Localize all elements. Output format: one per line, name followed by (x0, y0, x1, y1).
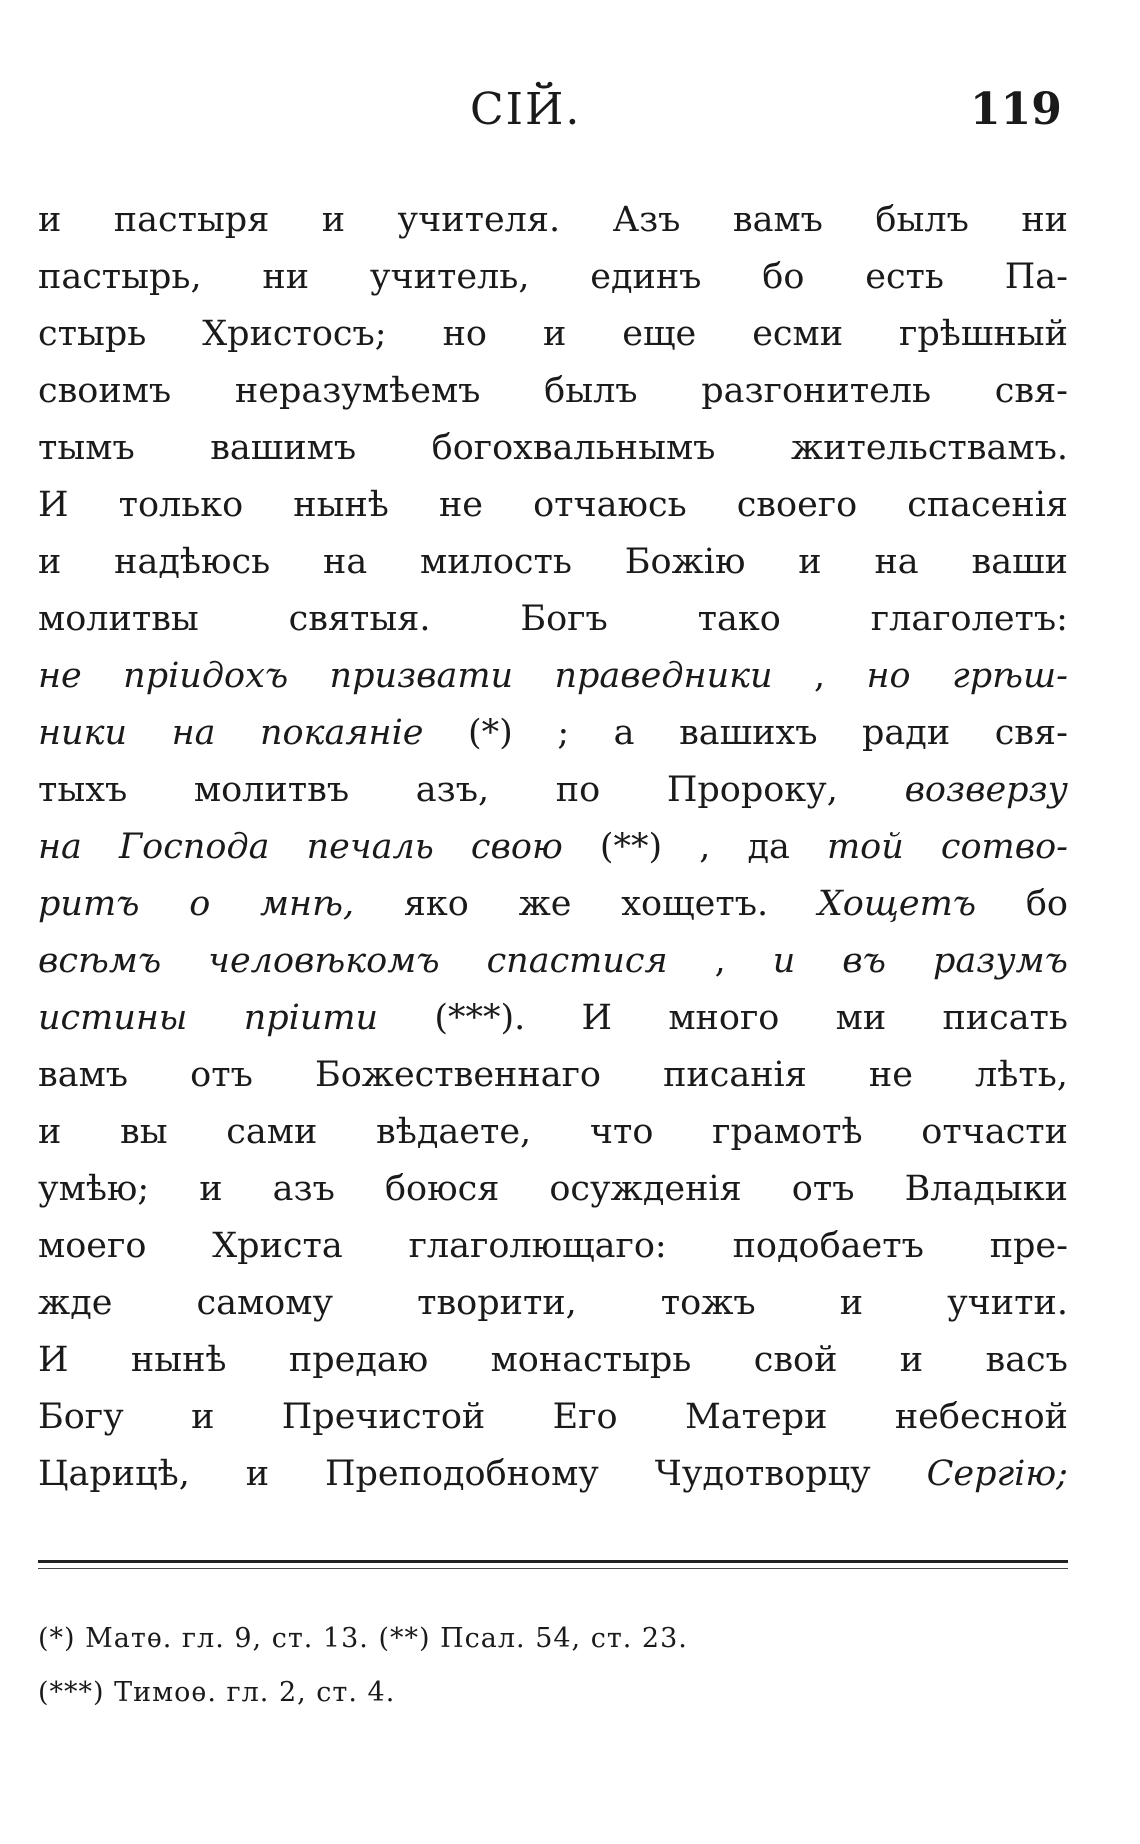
word: той (826, 827, 904, 867)
word: ритъ (38, 884, 140, 924)
page-number: 119 (970, 84, 1062, 135)
text-line (38, 819, 1068, 876)
text-line (38, 1332, 1068, 1389)
word: и (191, 1397, 215, 1437)
word: пастыря (113, 200, 270, 240)
word: Богъ (520, 599, 608, 639)
footnote: (***) Тимоѳ. гл. 2, ст. 4. (38, 1677, 396, 1708)
word: праведники (554, 656, 773, 696)
text-line (38, 420, 1068, 477)
text-line (38, 1104, 1068, 1161)
word: но (866, 656, 911, 696)
text-line (38, 1389, 1068, 1446)
word: бо (1025, 884, 1068, 924)
word: азъ (272, 1169, 335, 1209)
word: вамъ (38, 1055, 129, 1095)
word: а (613, 713, 635, 753)
word: боюся (384, 1169, 500, 1209)
word: грамотѣ (712, 1112, 863, 1152)
word: о (189, 884, 211, 924)
word: разгонитель (701, 371, 932, 411)
word: на (171, 713, 216, 753)
word: былъ (875, 200, 969, 240)
word: грѣшный (899, 314, 1068, 354)
text-line (38, 876, 1068, 933)
word: моего (38, 1226, 147, 1266)
word: вамъ (732, 200, 823, 240)
word: своимъ (38, 371, 172, 411)
footnotes (38, 1612, 1068, 1720)
word: Богу (38, 1397, 124, 1437)
word: писанія (663, 1055, 807, 1095)
word: пріидохъ (123, 656, 289, 696)
text-line (38, 648, 1068, 705)
word: учителя. (397, 200, 561, 240)
word: Божественнаго (314, 1055, 601, 1095)
word: и (798, 542, 822, 582)
word: свя- (994, 371, 1068, 411)
footnote-rule-thin (38, 1568, 1068, 1569)
word: сами (226, 1112, 318, 1152)
word: и (38, 200, 62, 240)
word: пре- (989, 1226, 1068, 1266)
word: сотво- (940, 827, 1068, 867)
word: умѣю; (38, 1169, 150, 1209)
footnote: (*) Матѳ. гл. 9, ст. 13. (**) Псал. 54, ст. 23. (38, 1623, 688, 1654)
word: и (321, 200, 346, 240)
word: на (874, 542, 919, 582)
word: отъ (190, 1055, 253, 1095)
word: ради (862, 713, 951, 753)
word: свою (470, 827, 563, 867)
word: монастырь (490, 1340, 692, 1380)
word: Владыки (904, 1169, 1068, 1209)
word: отчаюсь (533, 485, 687, 525)
word: тожъ (660, 1283, 756, 1323)
word: надѣюсь (114, 542, 271, 582)
word: Чудотворцу (654, 1454, 871, 1494)
word: азъ, (415, 770, 490, 810)
word: Христосъ; (202, 314, 387, 354)
word: неразумѣемъ (234, 371, 481, 411)
word: ; (557, 713, 570, 753)
word: и (839, 1283, 864, 1323)
word: жде (38, 1283, 113, 1323)
word: Сергію; (926, 1454, 1068, 1494)
word: человѣкомъ (208, 941, 440, 981)
text-line (38, 477, 1068, 534)
word: спастися (486, 941, 668, 981)
word: много (668, 998, 780, 1038)
word: нынѣ (293, 485, 389, 525)
text-line (38, 534, 1068, 591)
word: писать (942, 998, 1068, 1038)
word: и (38, 1112, 62, 1152)
word: вы (120, 1112, 168, 1152)
word: милость (420, 542, 572, 582)
word: (**) (599, 827, 663, 867)
word: подобаетъ (732, 1226, 924, 1266)
word: спасенія (907, 485, 1068, 525)
word: единъ (590, 257, 702, 297)
word: на (323, 542, 368, 582)
word: ни (1021, 200, 1068, 240)
word: покаяніе (260, 713, 424, 753)
text-line (38, 1275, 1068, 1332)
word: былъ (544, 371, 638, 411)
word: грѣш- (952, 656, 1068, 696)
word: и (542, 314, 567, 354)
word: нынѣ (130, 1340, 227, 1380)
word: да (747, 827, 790, 867)
word: есми (752, 314, 844, 354)
word: на (38, 827, 82, 867)
word: Христа (212, 1226, 343, 1266)
word: истины (38, 998, 188, 1038)
text-line (38, 933, 1068, 990)
word: глаголетъ: (870, 599, 1068, 639)
word: Па- (1004, 257, 1068, 297)
word: своего (736, 485, 858, 525)
word: Матери (684, 1397, 828, 1437)
word: и (245, 1454, 270, 1494)
word: творити, (417, 1283, 577, 1323)
word: святыя. (288, 599, 431, 639)
word: И (38, 485, 69, 525)
text-line (38, 1218, 1068, 1275)
word: Преподобному (324, 1454, 599, 1494)
word: и (772, 941, 796, 981)
word: пріити (243, 998, 379, 1038)
text-line (38, 1047, 1068, 1104)
text-line (38, 591, 1068, 648)
word: призвати (329, 656, 514, 696)
word: свой (753, 1340, 838, 1380)
word: печаль (306, 827, 434, 867)
word: (***). (434, 998, 526, 1038)
word: Хощетъ (817, 884, 977, 924)
word: есть (865, 257, 944, 297)
word: и (38, 542, 62, 582)
word: что (589, 1112, 654, 1152)
word: глаголющаго: (408, 1226, 667, 1266)
word: тымъ (38, 428, 135, 468)
word: богохвальнымъ (431, 428, 716, 468)
word: небесной (894, 1397, 1068, 1437)
text-line (38, 249, 1068, 306)
word: И (38, 1340, 69, 1380)
word: учитель, (369, 257, 530, 297)
word: разумъ (932, 941, 1068, 981)
word: стырь (38, 314, 147, 354)
word: осужденія (549, 1169, 742, 1209)
word: ваши (971, 542, 1068, 582)
word: учити. (947, 1283, 1068, 1323)
footnote-rule (38, 1560, 1068, 1563)
text-line (38, 762, 1068, 819)
word: всѣмъ (38, 941, 162, 981)
word: И (581, 998, 613, 1038)
word: Пророку, (666, 770, 838, 810)
word: , (699, 827, 711, 867)
word: мнѣ, (260, 884, 355, 924)
word: не (438, 485, 484, 525)
word: молитвы (38, 599, 199, 639)
word: вашимъ (210, 428, 357, 468)
text-line (38, 1161, 1068, 1218)
running-head: СІЙ. (470, 84, 582, 135)
word: предаю (288, 1340, 429, 1380)
word: лѣть, (975, 1055, 1068, 1095)
text-line (38, 705, 1068, 762)
word: хощетъ. (621, 884, 769, 924)
word: возверзу (904, 770, 1068, 810)
word: свя- (994, 713, 1068, 753)
word: же (518, 884, 572, 924)
word: вѣдаете, (376, 1112, 532, 1152)
word: (*) (468, 713, 513, 753)
word: еще (622, 314, 697, 354)
word: Господа (119, 827, 270, 867)
word: по (555, 770, 601, 810)
word: Божію (624, 542, 746, 582)
word: яко (403, 884, 469, 924)
word: только (118, 485, 244, 525)
word: , (813, 656, 826, 696)
word: не (868, 1055, 913, 1095)
word: но (442, 314, 487, 354)
word: самому (196, 1283, 334, 1323)
word: молитвъ (193, 770, 350, 810)
word: ми (835, 998, 887, 1038)
word: не (38, 656, 82, 696)
text-line (38, 363, 1068, 420)
word: и (899, 1340, 924, 1380)
word: ники (38, 713, 128, 753)
word: отчасти (921, 1112, 1068, 1152)
word: тако (697, 599, 781, 639)
word: жительствамъ. (790, 428, 1068, 468)
word: тыхъ (38, 770, 128, 810)
text-line (38, 192, 1068, 249)
word: ни (262, 257, 310, 297)
text-line (38, 306, 1068, 363)
word: вашихъ (679, 713, 818, 753)
word: Его (552, 1397, 618, 1437)
word: , (714, 941, 726, 981)
word: пастырь, (38, 257, 202, 297)
word: въ (842, 941, 886, 981)
word: Пречистой (281, 1397, 486, 1437)
word: Царицѣ, (38, 1454, 190, 1494)
text-line (38, 1446, 1068, 1503)
text-line (38, 990, 1068, 1047)
word: отъ (791, 1169, 855, 1209)
word: бо (762, 257, 805, 297)
word: Азъ (612, 200, 681, 240)
body-text (38, 192, 1068, 1503)
word: васъ (985, 1340, 1068, 1380)
word: и (199, 1169, 223, 1209)
